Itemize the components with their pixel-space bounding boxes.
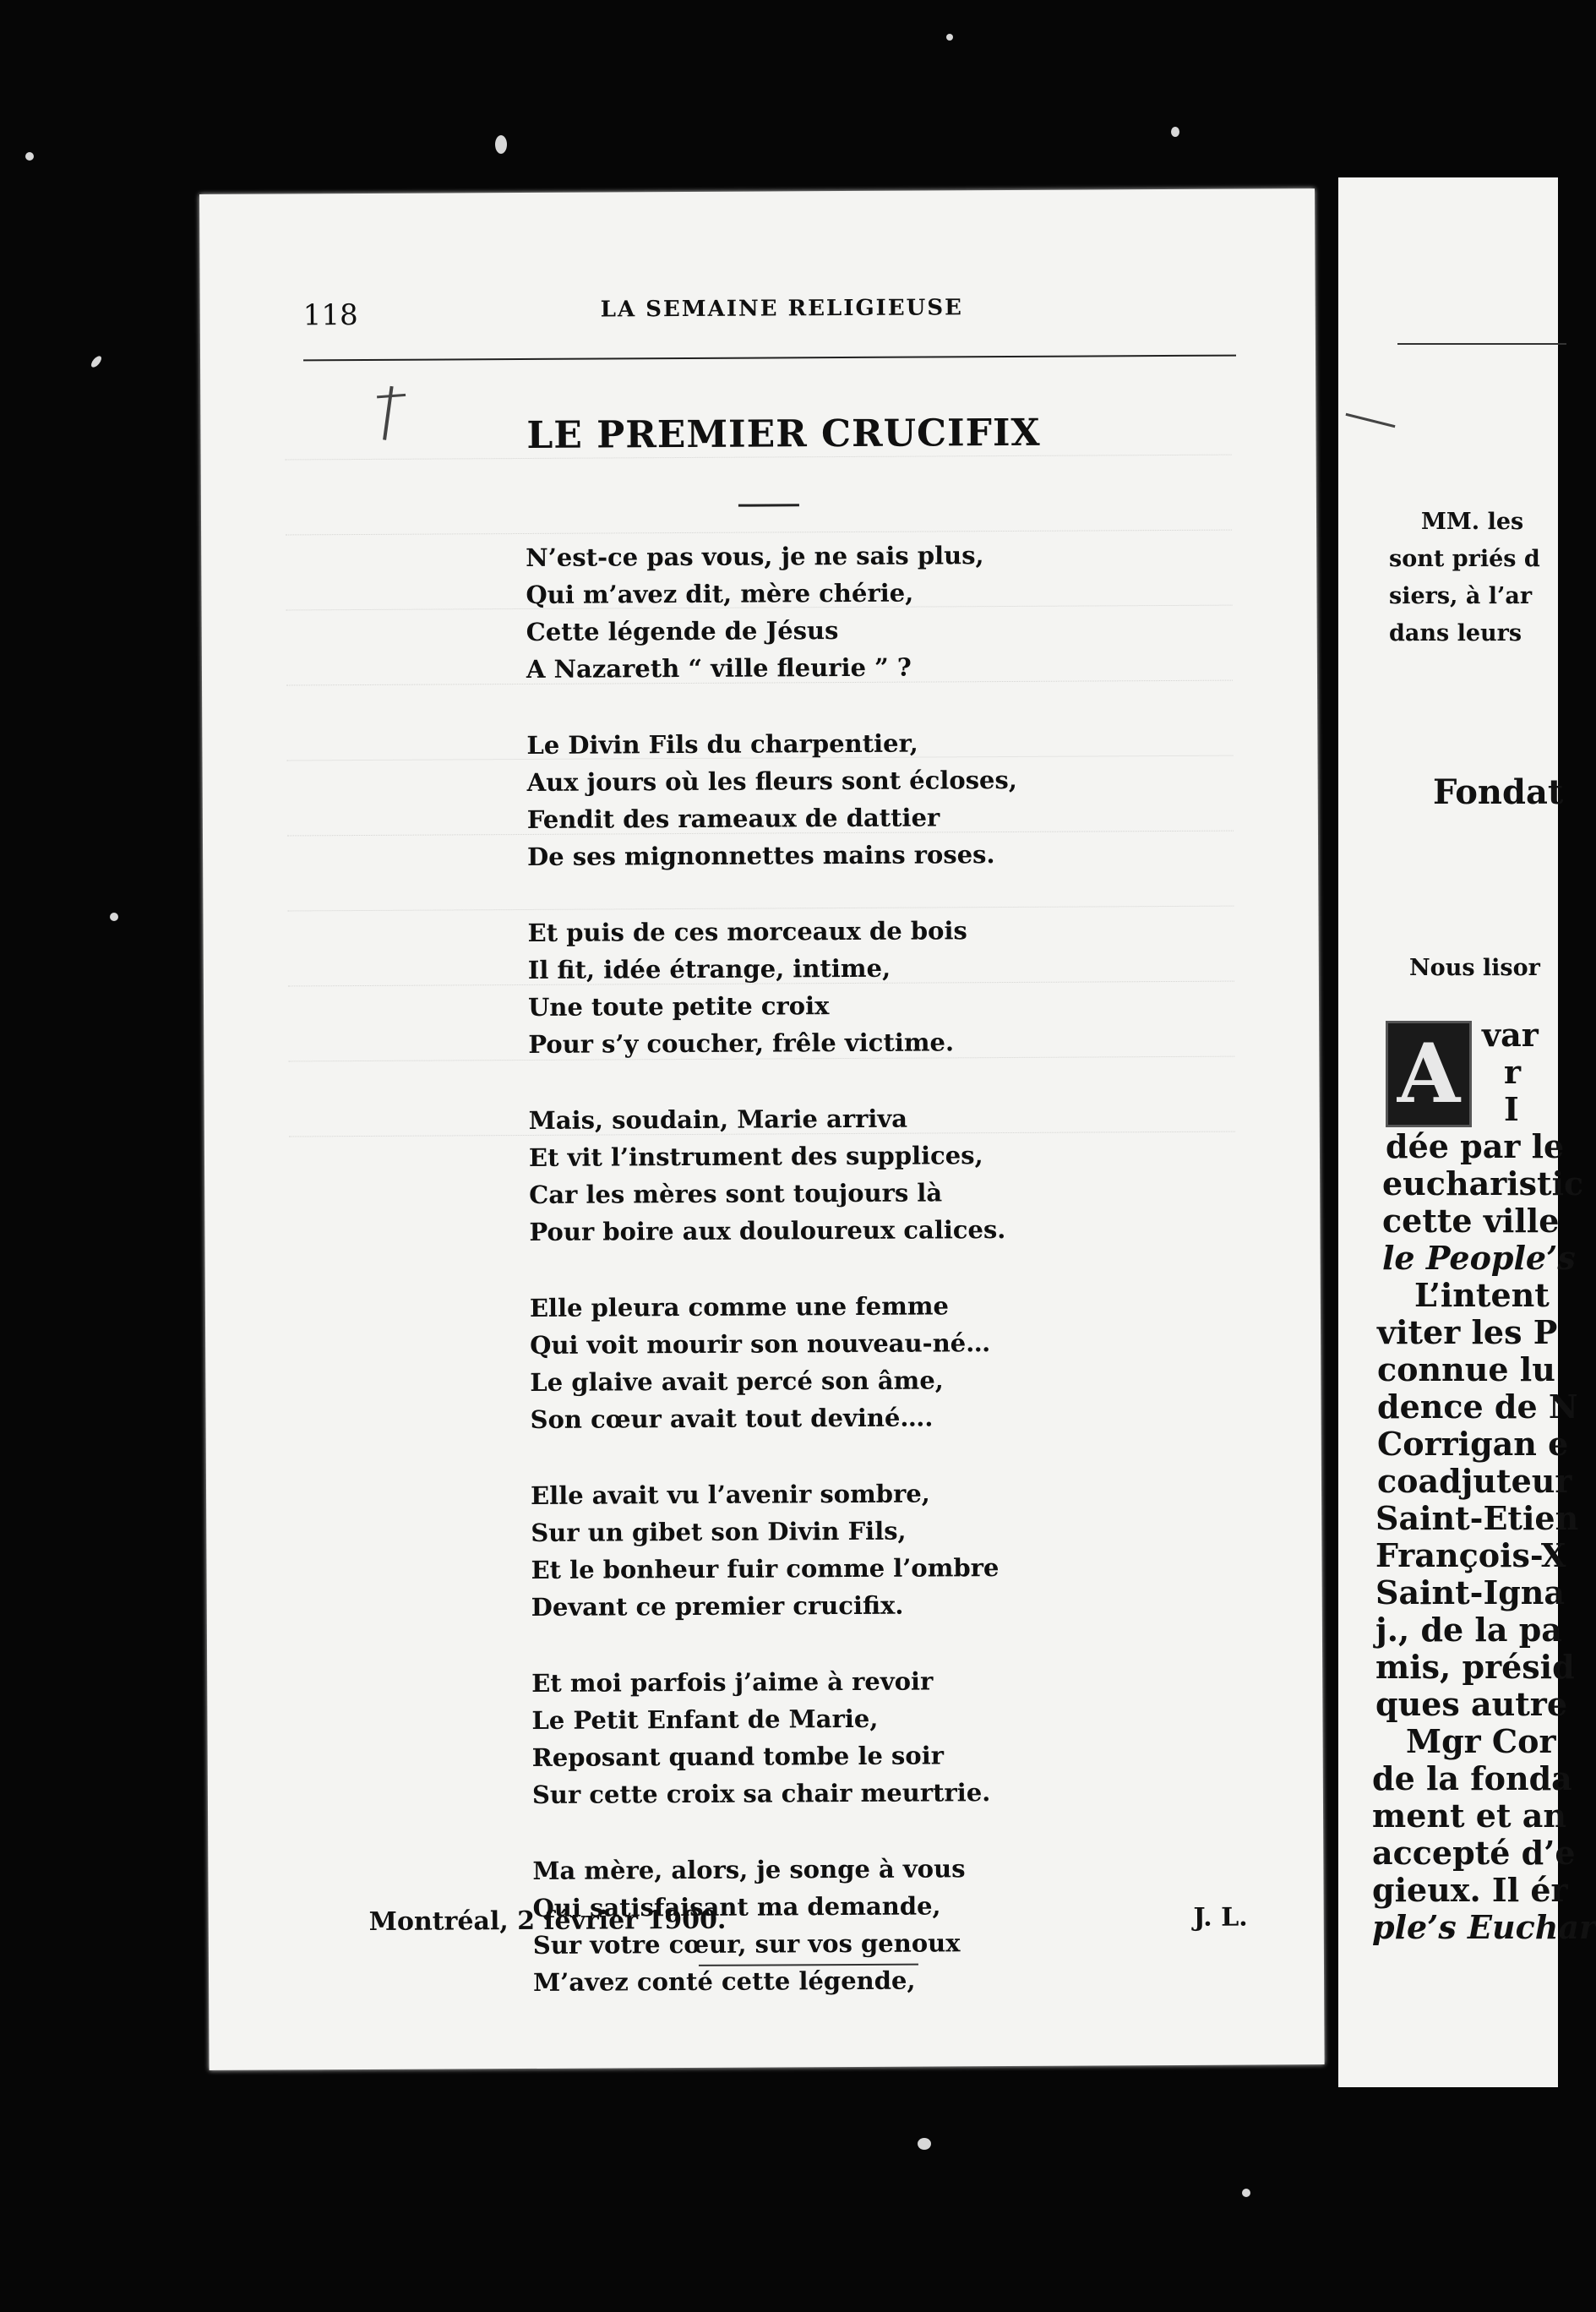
text-line: ment et an — [1372, 1797, 1567, 1835]
poem-line: De ses mignonnettes mains roses. — [527, 840, 995, 871]
text-line: viter les P — [1377, 1313, 1558, 1351]
stanza — [530, 1287, 1021, 1438]
poem-line: Cette légende de Jésus — [526, 616, 839, 646]
text-line: Corrigan e — [1377, 1425, 1569, 1463]
stanza — [529, 1099, 1020, 1251]
right-page — [1338, 177, 1596, 2087]
text-line: Mgr Cor — [1406, 1722, 1556, 1760]
poem-line: Fendit des rameaux de dattier — [526, 803, 940, 834]
lead-line: Nous lisor — [1409, 955, 1540, 981]
text-line: r — [1504, 1053, 1522, 1091]
text-line: dans leurs — [1389, 620, 1522, 646]
poem-line: Le glaive avait percé son âme, — [530, 1366, 944, 1397]
text-line: dence de N — [1377, 1388, 1578, 1426]
poem-line: Qui voit mourir son nouveau-né… — [530, 1328, 991, 1360]
poem-line: Elle pleura comme une femme — [529, 1291, 950, 1322]
text-line: gieux. Il ér — [1372, 1871, 1568, 1909]
text-line: Saint-Igna — [1375, 1573, 1566, 1611]
poem-line: Sur un gibet son Divin Fils, — [531, 1516, 907, 1547]
film-speck — [1242, 2189, 1250, 2197]
text-line: ques autre — [1375, 1685, 1567, 1723]
text-line: mis, présid — [1375, 1648, 1575, 1686]
poem-line: Car les mères sont toujours là — [529, 1178, 943, 1209]
poem-line: Elle avait vu l’avenir sombre, — [530, 1479, 930, 1510]
poem-line: Pour s’y coucher, frêle victime. — [528, 1028, 955, 1059]
poem-line: Aux jours où les fleurs sont écloses, — [526, 765, 1017, 797]
poem-line: Reposant quand tombe le soir — [531, 1741, 945, 1772]
poem-line: Et vit l’instrument des supplices, — [528, 1141, 983, 1172]
pencil-mark — [1346, 413, 1396, 428]
film-speck — [110, 913, 118, 921]
text-line: j., de la pa — [1375, 1611, 1562, 1649]
place-date: Montréal, 2 février 1900. — [368, 1905, 727, 1937]
poem-line: Et puis de ces morceaux de bois — [527, 916, 967, 947]
text-line: connue lu — [1377, 1350, 1555, 1388]
poem-line: A Nazareth “ ville fleurie ” ? — [526, 652, 912, 684]
film-speck — [495, 135, 507, 154]
poem-line: Qui satisfaisant ma demande, — [532, 1891, 941, 1922]
poem-line: Le Divin Fils du charpentier, — [526, 728, 918, 760]
poem-line: Pour boire aux douloureux calices. — [529, 1215, 1006, 1246]
stanza — [531, 1475, 1021, 1626]
film-speck — [25, 152, 34, 161]
poem-line: Sur votre cœur, sur vos genoux — [532, 1928, 961, 1960]
stanza — [527, 912, 1018, 1063]
stanza — [531, 1662, 1022, 1813]
text-line: coadjuteur — [1377, 1462, 1572, 1500]
poem-line: Et moi parfois j’aime à revoir — [531, 1666, 934, 1698]
header-rule — [1397, 343, 1566, 345]
text-line: ple’s Euchar — [1372, 1908, 1596, 1946]
poem-line: Devant ce premier crucifix. — [531, 1590, 904, 1622]
poem-line: N’est-ce pas vous, je ne sais plus, — [526, 541, 984, 572]
poem-line: Une toute petite croix — [527, 991, 830, 1022]
header-rule — [303, 355, 1236, 362]
section-heading: Fondat — [1433, 772, 1564, 812]
poem-title: LE PREMIER CRUCIFIX — [526, 411, 1041, 457]
film-speck — [946, 34, 953, 41]
text-line: de la fonda — [1372, 1759, 1572, 1797]
film-speck — [918, 2138, 931, 2150]
poem-line: Il fit, idée étrange, intime, — [527, 953, 891, 984]
poem-line: Et le bonheur fuir comme l’ombre — [531, 1553, 1000, 1584]
film-speck — [1171, 127, 1179, 137]
poem-line: Le Petit Enfant de Marie, — [531, 1704, 879, 1735]
text-line: le People’s — [1382, 1239, 1576, 1277]
text-line: François-X — [1375, 1536, 1566, 1574]
poem — [526, 537, 1024, 2040]
author-initials: J. L. — [1193, 1902, 1248, 1933]
text-line: eucharistic — [1382, 1164, 1584, 1202]
page-number: 118 — [302, 298, 358, 333]
text-line: siers, à l’ar — [1389, 583, 1533, 609]
poem-line: Ma mère, alors, je songe à vous — [532, 1854, 966, 1885]
title-rule — [738, 504, 799, 506]
poem-line: M’avez conté cette légende, — [532, 1966, 916, 1997]
text-line: I — [1504, 1090, 1519, 1128]
signoff — [369, 1903, 1248, 1937]
poem-line: Sur cette croix sa chair meurtrie. — [531, 1778, 991, 1809]
text-line: accepté d’e — [1372, 1834, 1576, 1872]
film-speck — [90, 354, 103, 368]
text-line: Saint-Etien — [1375, 1499, 1579, 1537]
text-line: dée par le — [1386, 1127, 1565, 1165]
drop-cap: A — [1386, 1021, 1472, 1127]
poem-line: Qui m’avez dit, mère chérie, — [526, 578, 914, 609]
poem-line: Mais, soudain, Marie arriva — [528, 1104, 908, 1135]
stanza — [526, 724, 1017, 875]
text-line: L’intent — [1414, 1276, 1550, 1314]
left-page — [199, 188, 1325, 2070]
stanza — [526, 537, 1016, 688]
text-line: sont priés d — [1389, 546, 1540, 572]
text-line: MM. les — [1421, 509, 1524, 535]
poem-line: Son cœur avait tout deviné…. — [530, 1403, 934, 1434]
text-line: cette ville — [1382, 1202, 1560, 1240]
text-line: var — [1482, 1016, 1539, 1054]
running-head: LA SEMAINE RELIGIEUSE — [600, 295, 963, 323]
